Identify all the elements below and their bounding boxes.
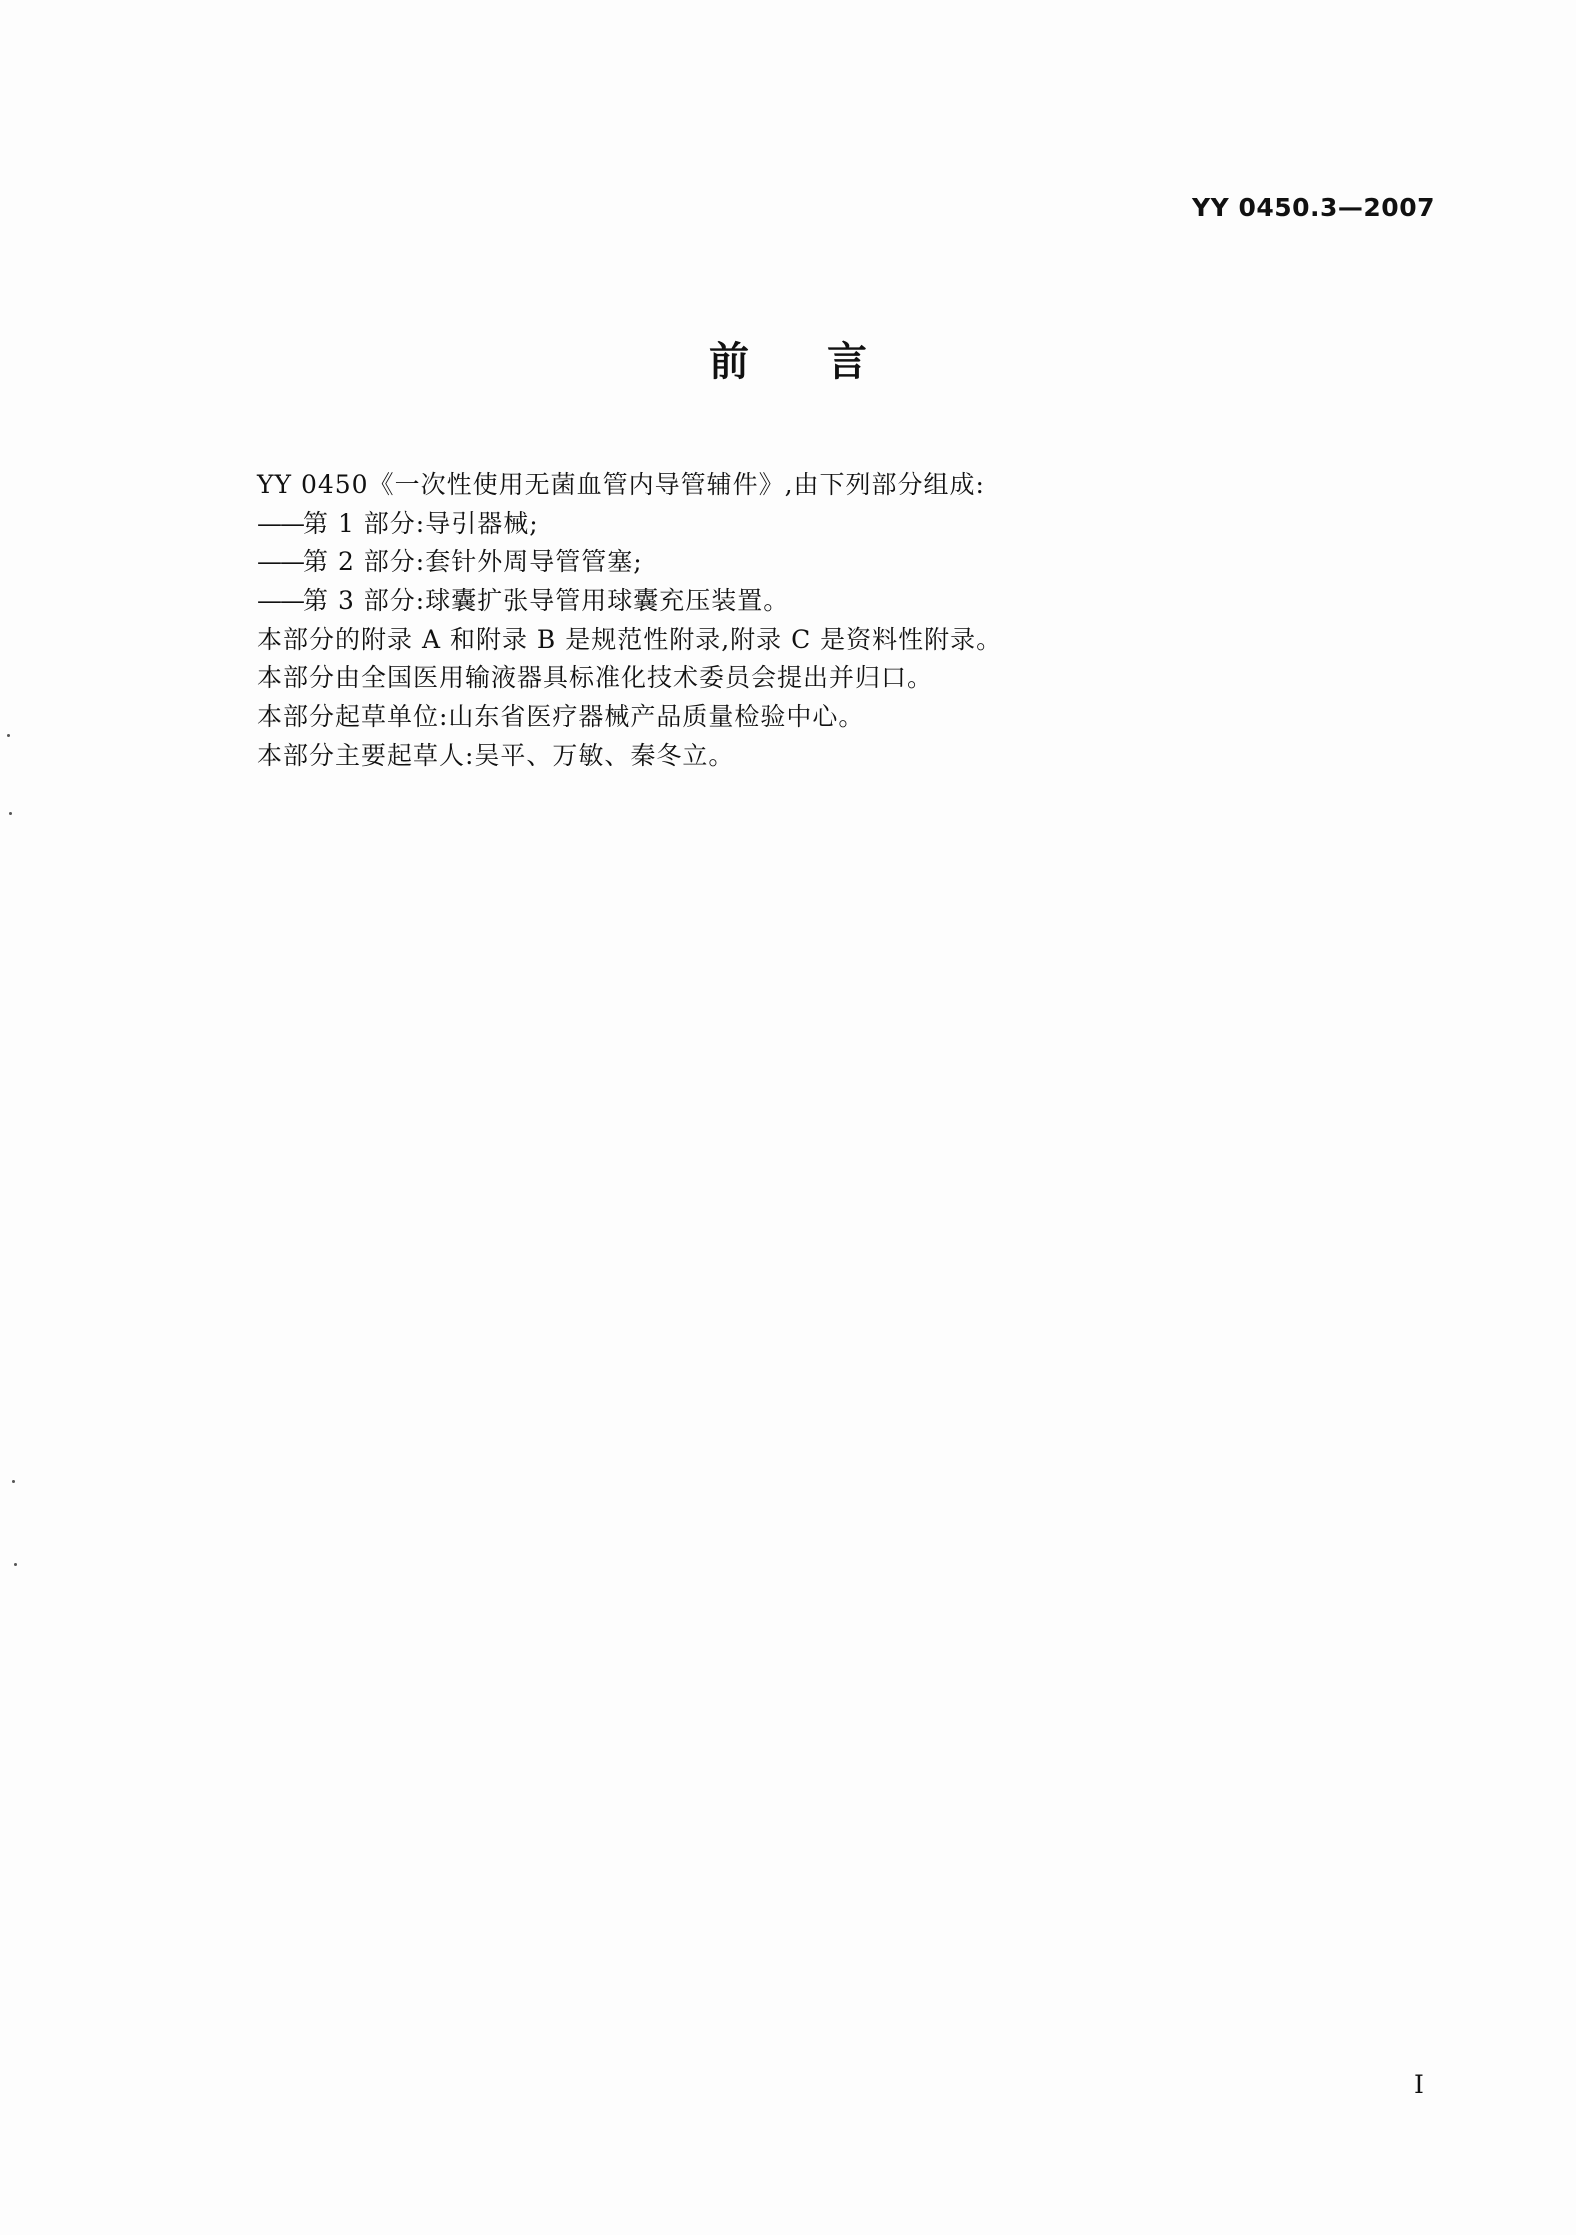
paragraph-drafting-unit: 本部分起草单位:山东省医疗器械产品质量检验中心。 (257, 702, 865, 732)
paragraph-drafters: 本部分主要起草人:吴平、万敏、秦冬立。 (257, 740, 735, 770)
scan-speck (12, 1480, 15, 1483)
part-text: 第 3 部分:球囊扩张导管用球囊充压装置。 (303, 586, 790, 616)
page-title: 前言 (709, 339, 945, 385)
scan-speck (7, 734, 10, 737)
intro-line: YY 0450《一次性使用无菌血管内导管辅件》,由下列部分组成: (257, 470, 985, 499)
standard-code: YY 0450.3—2007 (1192, 193, 1435, 222)
scan-speck (14, 1563, 17, 1566)
part-text: 第 2 部分:套针外周导管管塞; (303, 547, 643, 577)
part-text: 第 1 部分:导引器械; (303, 508, 539, 538)
part-list-item (257, 582, 1407, 621)
part-list-item (257, 505, 1407, 544)
em-dash: —— (257, 586, 303, 616)
scan-speck (9, 812, 12, 815)
em-dash: —— (257, 508, 303, 538)
em-dash: —— (257, 547, 303, 577)
page-number: I (1414, 2070, 1424, 2099)
foreword-body (257, 466, 1407, 776)
paragraph-annex: 本部分的附录 A 和附录 B 是规范性附录,附录 C 是资料性附录。 (257, 624, 1003, 654)
paragraph-committee: 本部分由全国医用输液器具标准化技术委员会提出并归口。 (257, 663, 934, 693)
part-list-item (257, 543, 1407, 582)
